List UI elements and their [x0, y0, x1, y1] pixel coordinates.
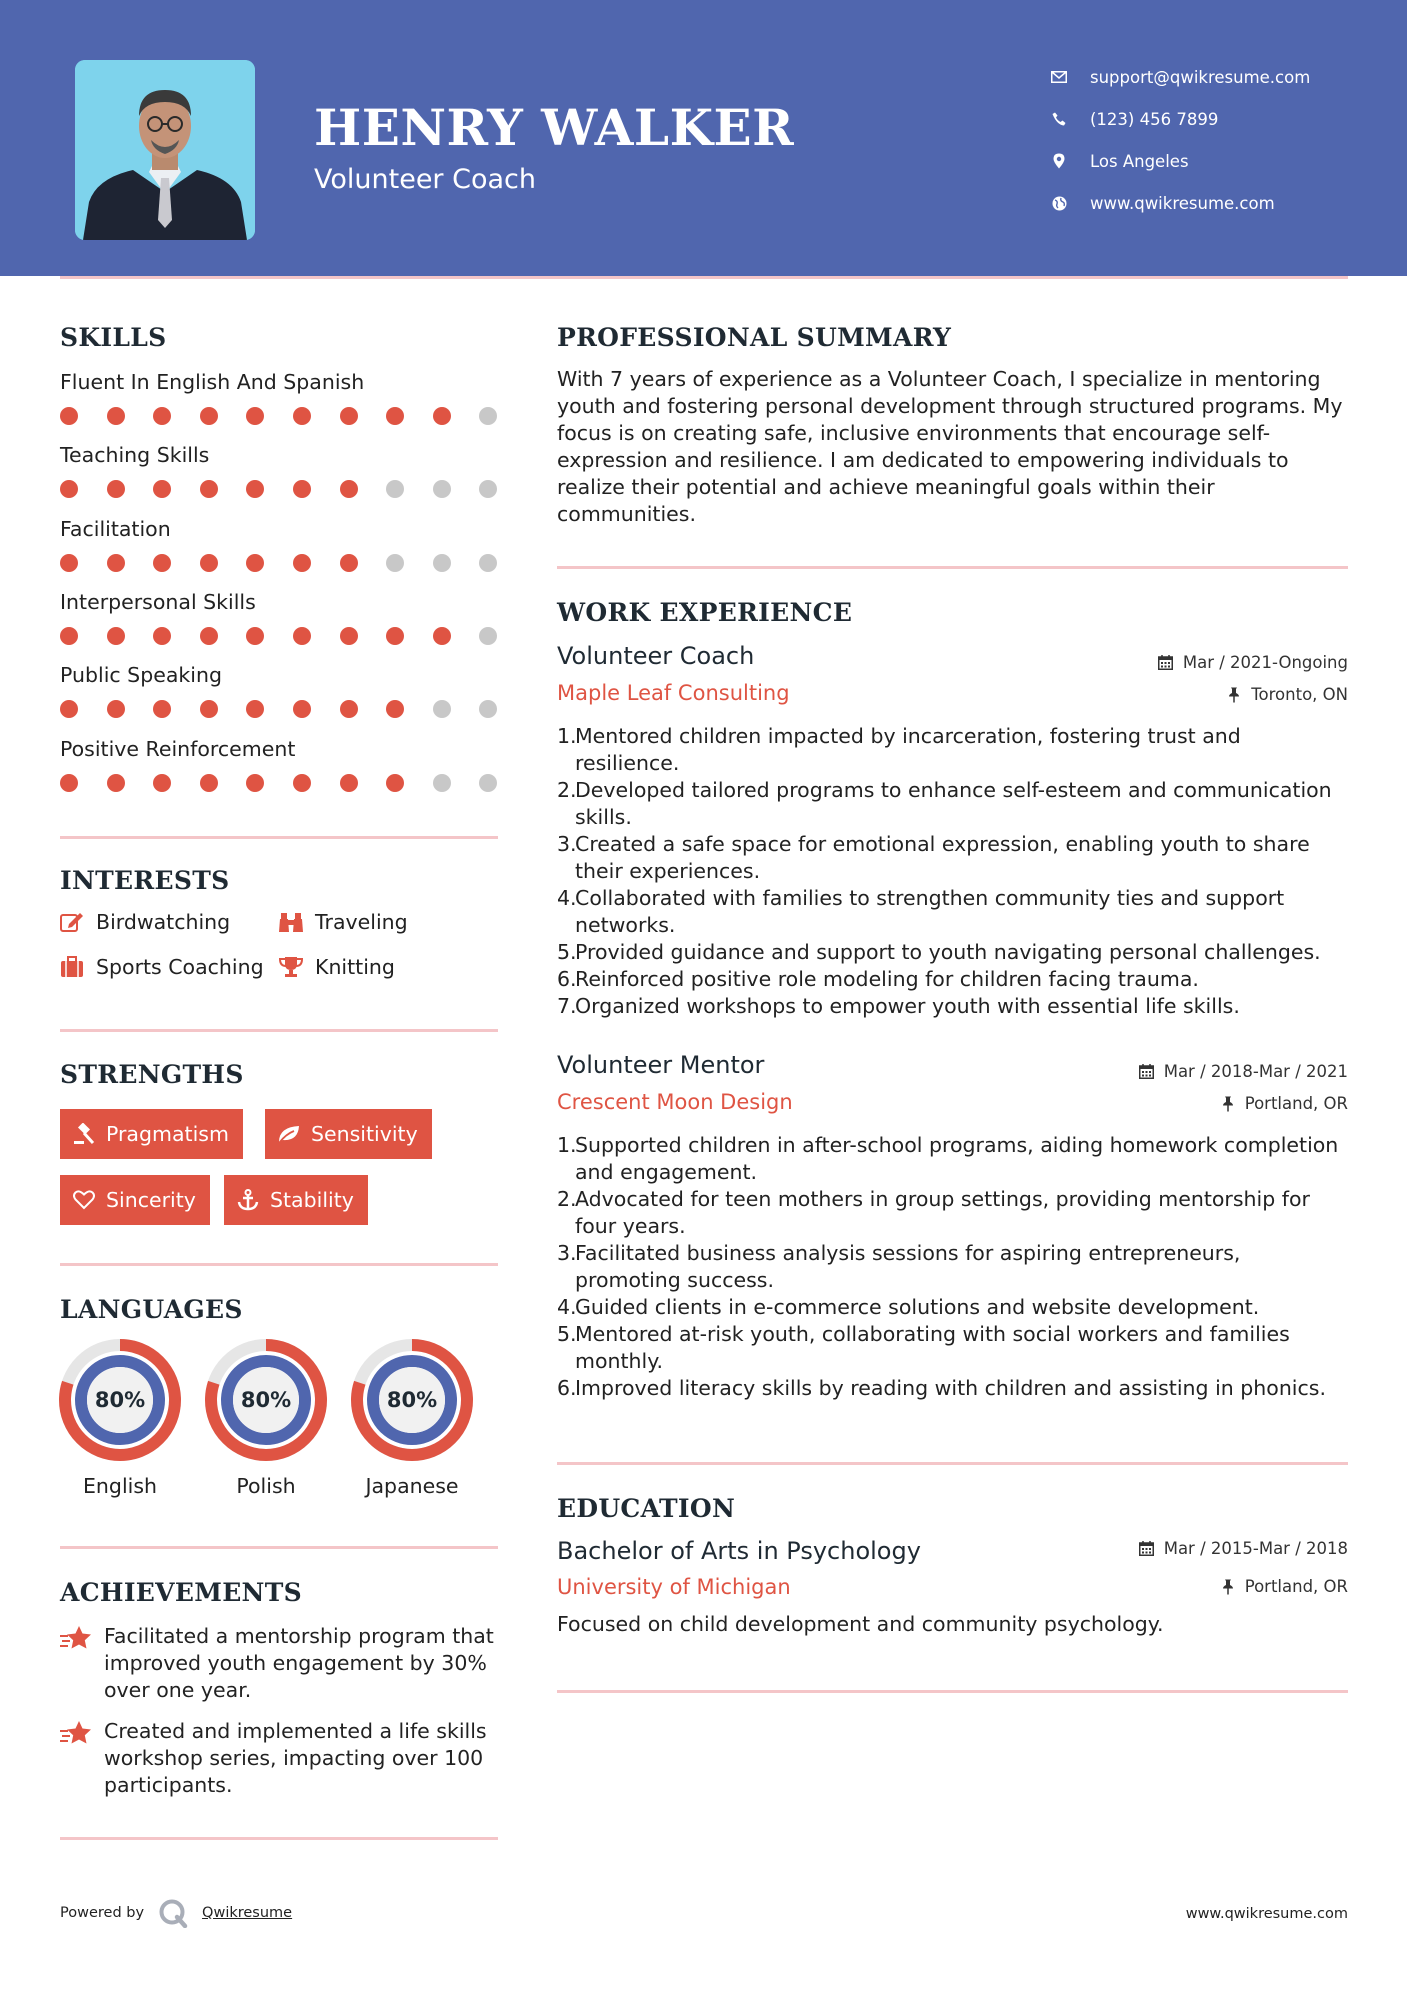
- candidate-title: Volunteer Coach: [314, 164, 536, 195]
- contact-location-text: Los Angeles: [1090, 151, 1189, 171]
- experience-divider: [557, 1462, 1348, 1465]
- education-divider: [557, 1690, 1348, 1693]
- job-bullet: 1. Supported children in after-school programs, aiding homework completion and engagement.: [557, 1132, 1347, 1186]
- skill-rating: [60, 406, 500, 426]
- rating-dot-empty: [433, 554, 451, 572]
- skill-row: [60, 659, 500, 719]
- achievements-divider: [60, 1837, 498, 1840]
- rating-dot-filled: [200, 627, 218, 645]
- job-bullet: 4. Guided clients in e-commerce solutions and website development.: [557, 1295, 1260, 1319]
- skill-row: [60, 586, 500, 646]
- languages-heading: LANGUAGES: [60, 1295, 243, 1324]
- rating-dot-empty: [479, 480, 497, 498]
- rating-dot-filled: [60, 480, 78, 498]
- rating-dot-filled: [293, 700, 311, 718]
- job-title: Volunteer Mentor: [557, 1051, 765, 1079]
- rating-dot-filled: [246, 554, 264, 572]
- job-bullet-text: Organized workshops to empower youth with essential life skills.: [575, 994, 1240, 1018]
- job-bullet-text: Supported children in after-school programs, aiding homework completion and engagement.: [575, 1133, 1339, 1184]
- contact-website[interactable]: [1048, 182, 1388, 224]
- star-badge-icon: [60, 1720, 94, 1799]
- education-location: [1219, 1577, 1348, 1596]
- rating-dot-filled: [246, 774, 264, 792]
- pushpin-icon: [1225, 686, 1243, 704]
- language-percent: 80%: [240, 1388, 292, 1412]
- interest-label: Birdwatching: [96, 910, 231, 934]
- job-bullet: 6. Improved literacy skills by reading with children and assisting in phonics.: [557, 1376, 1326, 1400]
- strength-label: Pragmatism: [106, 1122, 229, 1146]
- job-bullet: 5. Mentored at-risk youth, collaborating with social workers and families monthly.: [557, 1321, 1347, 1375]
- job-location-text: Toronto, ON: [1251, 685, 1348, 704]
- rating-dot-filled: [107, 407, 125, 425]
- rating-dot-filled: [433, 627, 451, 645]
- skill-rating: [60, 479, 500, 499]
- strength-label: Sincerity: [106, 1188, 196, 1212]
- contact-phone[interactable]: [1048, 98, 1388, 140]
- rating-dot-filled: [340, 774, 358, 792]
- contact-list: [1048, 56, 1388, 224]
- job-location-text: Portland, OR: [1244, 1094, 1348, 1113]
- language-percent: 80%: [386, 1388, 438, 1412]
- rating-dot-filled: [293, 480, 311, 498]
- interest-label: Traveling: [315, 910, 408, 934]
- rating-dot-filled: [107, 480, 125, 498]
- briefcase-icon: [60, 955, 86, 979]
- job-bullet: 2. Advocated for teen mothers in group settings, providing mentorship for four years.: [557, 1186, 1347, 1240]
- rating-dot-filled: [340, 407, 358, 425]
- job-bullet-text: Collaborated with families to strengthen community ties and support networks.: [575, 886, 1285, 937]
- rating-dot-filled: [153, 407, 171, 425]
- rating-dot-filled: [246, 700, 264, 718]
- summary-heading: PROFESSIONAL SUMMARY: [557, 323, 952, 352]
- contact-location: [1048, 140, 1388, 182]
- binoculars-icon: [279, 910, 305, 934]
- job-dates-text: Mar / 2021-Ongoing: [1182, 653, 1348, 672]
- rating-dot-filled: [386, 627, 404, 645]
- calendar-icon: [1138, 1540, 1156, 1558]
- strengths-heading: STRENGTHS: [60, 1060, 244, 1089]
- achievement-text: Created and implemented a life skills workshop series, impacting over 100 participants.: [104, 1719, 487, 1797]
- envelope-icon: [1048, 68, 1070, 86]
- skill-name: Public Speaking: [60, 663, 222, 687]
- interest-label: Sports Coaching: [96, 955, 264, 979]
- map-pin-icon: [1048, 152, 1070, 170]
- interest-item: [279, 910, 408, 934]
- rating-dot-filled: [153, 627, 171, 645]
- job-bullets: [557, 723, 1347, 1020]
- skill-name: Interpersonal Skills: [60, 590, 256, 614]
- skill-name: Teaching Skills: [60, 443, 210, 467]
- achievement-item: [60, 1623, 500, 1704]
- rating-dot-filled: [60, 700, 78, 718]
- experience-heading: WORK EXPERIENCE: [557, 598, 853, 627]
- globe-icon: [1048, 194, 1070, 212]
- rating-dot-filled: [293, 774, 311, 792]
- job-bullet-text: Improved literacy skills by reading with children and assisting in phonics.: [575, 1376, 1326, 1400]
- rating-dot-filled: [60, 774, 78, 792]
- job-bullet-text: Guided clients in e-commerce solutions and website development.: [575, 1295, 1260, 1319]
- rating-dot-empty: [386, 480, 404, 498]
- education-description: Focused on child development and community psychology.: [557, 1612, 1164, 1636]
- education-degree: Bachelor of Arts in Psychology: [557, 1537, 921, 1565]
- language-item: [204, 1338, 328, 1498]
- gavel-icon: [72, 1122, 96, 1146]
- job-company: Maple Leaf Consulting: [557, 681, 790, 705]
- job-dates: [1157, 653, 1348, 672]
- skills-heading: SKILLS: [60, 323, 167, 352]
- interests-heading: INTERESTS: [60, 866, 230, 895]
- job-bullet-text: Mentored at-risk youth, collaborating with social workers and families monthly.: [575, 1322, 1290, 1373]
- job-bullets: [557, 1132, 1347, 1402]
- job-bullet: 5. Provided guidance and support to youth navigating personal challenges.: [557, 940, 1321, 964]
- summary-divider: [557, 566, 1348, 569]
- rating-dot-filled: [386, 774, 404, 792]
- job-bullet-text: Advocated for teen mothers in group settings, providing mentorship for four years.: [575, 1187, 1310, 1238]
- rating-dot-filled: [433, 407, 451, 425]
- rating-dot-filled: [340, 700, 358, 718]
- rating-dot-filled: [153, 774, 171, 792]
- interest-item: [60, 955, 264, 979]
- job-bullet: 4. Collaborated with families to strengthen community ties and support networks.: [557, 885, 1347, 939]
- rating-dot-empty: [433, 774, 451, 792]
- rating-dot-empty: [386, 554, 404, 572]
- language-name: English: [82, 1474, 158, 1498]
- rating-dot-filled: [107, 627, 125, 645]
- job-location: [1225, 685, 1348, 704]
- profile-photo: [75, 60, 255, 240]
- skill-rating: [60, 626, 500, 646]
- contact-email[interactable]: [1048, 56, 1388, 98]
- qwikresume-link[interactable]: Qwikresume: [202, 1905, 293, 1921]
- interests-divider: [60, 1029, 498, 1032]
- pushpin-icon: [1219, 1095, 1237, 1113]
- rating-dot-filled: [293, 407, 311, 425]
- strength-chip: [60, 1175, 210, 1225]
- rating-dot-filled: [200, 774, 218, 792]
- job-bullet-text: Facilitated business analysis sessions for aspiring entrepreneurs, promoting success.: [575, 1241, 1241, 1292]
- calendar-icon: [1138, 1063, 1156, 1081]
- skill-rating: [60, 773, 500, 793]
- job-bullet: 6. Reinforced positive role modeling for children facing trauma.: [557, 967, 1199, 991]
- achievement-text: Facilitated a mentorship program that improved youth engagement by 30% over one year.: [104, 1624, 494, 1702]
- language-item: [58, 1338, 182, 1498]
- skill-row: [60, 513, 500, 573]
- rating-dot-empty: [479, 554, 497, 572]
- rating-dot-filled: [386, 407, 404, 425]
- skill-row: [60, 439, 500, 499]
- education-school: University of Michigan: [557, 1575, 791, 1599]
- summary-text: With 7 years of experience as a Volunteer Coach, I specialize in mentoring youth and fostering personal development through structured programs. My focus is on creating safe, inclusive environments that encourage self-expression and resilience. I am dedicated to empowering individuals to realize their potential and achieve meaningful goals within their communities.: [557, 367, 1343, 526]
- strength-chip: [224, 1175, 368, 1225]
- heart-icon: [72, 1188, 96, 1212]
- leaf-icon: [277, 1122, 301, 1146]
- rating-dot-filled: [200, 554, 218, 572]
- contact-email-text[interactable]: support@qwikresume.com: [1090, 67, 1311, 87]
- rating-dot-filled: [153, 480, 171, 498]
- header-band: [0, 0, 1407, 276]
- header-divider: [60, 276, 1348, 279]
- rating-dot-filled: [107, 554, 125, 572]
- skills-divider: [60, 836, 498, 839]
- language-donut: [350, 1338, 474, 1462]
- edit-icon: [60, 910, 86, 934]
- skill-row: [60, 733, 500, 793]
- job-dates-text: Mar / 2018-Mar / 2021: [1163, 1062, 1348, 1081]
- rating-dot-empty: [479, 774, 497, 792]
- rating-dot-filled: [153, 700, 171, 718]
- job-bullet-text: Mentored children impacted by incarceration, fostering trust and resilience.: [575, 724, 1241, 775]
- achievements-heading: ACHIEVEMENTS: [60, 1578, 302, 1607]
- skill-name: Facilitation: [60, 517, 171, 541]
- rating-dot-empty: [479, 627, 497, 645]
- candidate-name: HENRY WALKER: [314, 98, 795, 157]
- job-company: Crescent Moon Design: [557, 1090, 793, 1114]
- job-location: [1219, 1094, 1348, 1113]
- skill-name: Fluent In English And Spanish: [60, 370, 365, 394]
- rating-dot-filled: [246, 627, 264, 645]
- rating-dot-filled: [246, 480, 264, 498]
- education-location-text: Portland, OR: [1244, 1577, 1348, 1596]
- rating-dot-filled: [107, 774, 125, 792]
- rating-dot-filled: [293, 627, 311, 645]
- trophy-icon: [279, 955, 305, 979]
- contact-website-text[interactable]: www.qwikresume.com: [1090, 193, 1275, 213]
- strength-chip: [265, 1109, 432, 1159]
- education-dates-text: Mar / 2015-Mar / 2018: [1163, 1539, 1348, 1558]
- strengths-divider: [60, 1263, 498, 1266]
- rating-dot-filled: [60, 627, 78, 645]
- job-bullet: 7. Organized workshops to empower youth with essential life skills.: [557, 994, 1240, 1018]
- interest-label: Knitting: [315, 955, 395, 979]
- achievement-item: [60, 1718, 500, 1799]
- rating-dot-filled: [340, 627, 358, 645]
- language-name: Polish: [236, 1474, 296, 1498]
- language-percent: 80%: [94, 1388, 146, 1412]
- rating-dot-empty: [479, 700, 497, 718]
- job-bullet-text: Reinforced positive role modeling for children facing trauma.: [575, 967, 1199, 991]
- rating-dot-filled: [340, 554, 358, 572]
- rating-dot-filled: [200, 407, 218, 425]
- interest-item: [279, 955, 395, 979]
- powered-by-text: Powered by: [60, 1905, 145, 1921]
- footer-website[interactable]: www.qwikresume.com: [1185, 1906, 1348, 1922]
- job-title: Volunteer Coach: [557, 642, 755, 670]
- anchor-icon: [236, 1188, 260, 1212]
- job-bullet: 3. Facilitated business analysis sessions for aspiring entrepreneurs, promoting success.: [557, 1240, 1347, 1294]
- job-bullet-text: Created a safe space for emotional expression, enabling youth to share their experiences.: [575, 832, 1310, 883]
- phone-icon: [1048, 110, 1070, 128]
- rating-dot-filled: [200, 480, 218, 498]
- job-bullet: 2. Developed tailored programs to enhance self-esteem and communication skills.: [557, 777, 1347, 831]
- job-bullet-text: Developed tailored programs to enhance self-esteem and communication skills.: [575, 778, 1332, 829]
- skill-name: Positive Reinforcement: [60, 737, 296, 761]
- star-badge-icon: [60, 1625, 94, 1704]
- pushpin-icon: [1219, 1578, 1237, 1596]
- education-dates: [1138, 1539, 1348, 1558]
- job-bullet-text: Provided guidance and support to youth navigating personal challenges.: [575, 940, 1321, 964]
- language-item: [350, 1338, 474, 1498]
- job-bullet: 1. Mentored children impacted by incarceration, fostering trust and resilience.: [557, 723, 1347, 777]
- contact-phone-text[interactable]: (123) 456 7899: [1090, 109, 1219, 129]
- education-heading: EDUCATION: [557, 1494, 736, 1523]
- footer-powered-by: [60, 1898, 292, 1928]
- language-donut: [204, 1338, 328, 1462]
- job-bullet: 3. Created a safe space for emotional expression, enabling youth to share their experiences.: [557, 831, 1347, 885]
- rating-dot-empty: [433, 700, 451, 718]
- rating-dot-filled: [153, 554, 171, 572]
- skill-rating: [60, 553, 500, 573]
- skill-row: [60, 366, 500, 426]
- rating-dot-filled: [340, 480, 358, 498]
- job-dates: [1138, 1062, 1348, 1081]
- rating-dot-empty: [479, 407, 497, 425]
- strength-chip: [60, 1109, 243, 1159]
- rating-dot-empty: [433, 480, 451, 498]
- qwikresume-logo-icon: [158, 1898, 188, 1928]
- languages-divider: [60, 1546, 498, 1549]
- rating-dot-filled: [200, 700, 218, 718]
- language-name: Japanese: [365, 1474, 459, 1498]
- rating-dot-filled: [60, 407, 78, 425]
- interest-item: [60, 910, 230, 934]
- language-donut: [58, 1338, 182, 1462]
- rating-dot-filled: [107, 700, 125, 718]
- strength-label: Stability: [270, 1188, 354, 1212]
- rating-dot-filled: [386, 700, 404, 718]
- rating-dot-filled: [293, 554, 311, 572]
- skill-rating: [60, 699, 500, 719]
- calendar-icon: [1157, 654, 1175, 672]
- rating-dot-filled: [60, 554, 78, 572]
- rating-dot-filled: [246, 407, 264, 425]
- strength-label: Sensitivity: [311, 1122, 418, 1146]
